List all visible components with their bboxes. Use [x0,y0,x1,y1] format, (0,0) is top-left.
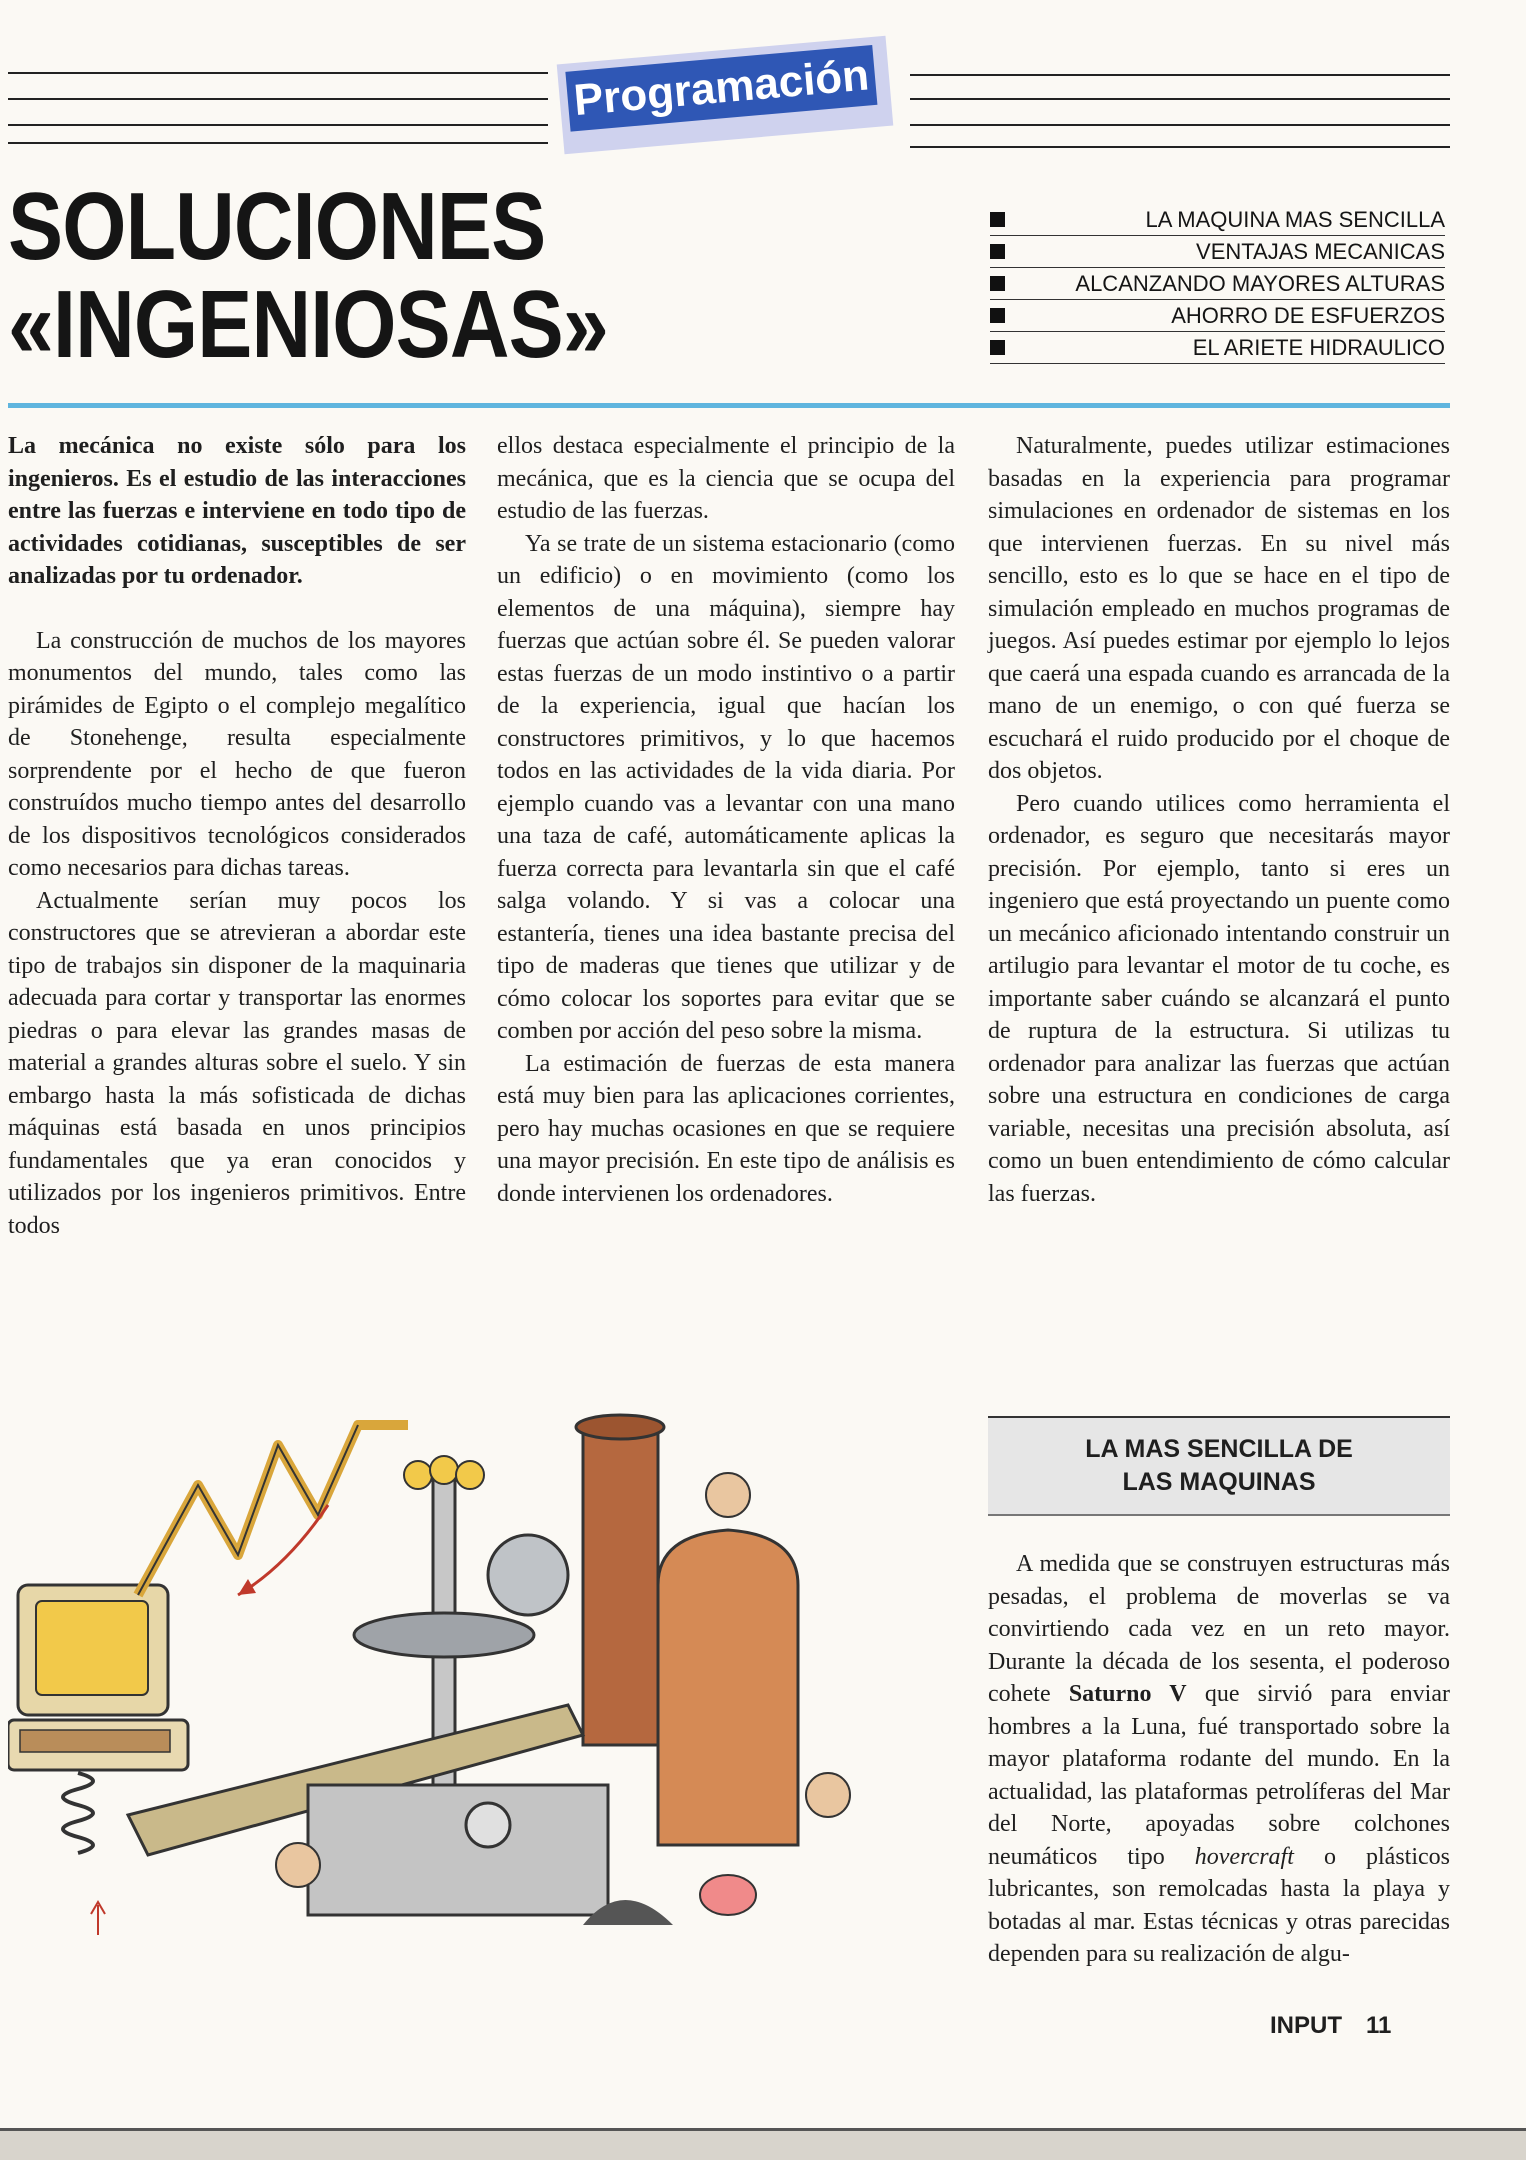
body-paragraph: Ya se trate de un sistema estacionario (como un edificio) o en movimiento (como los elementos de una máquina), siempre hay fuerzas que actúan sobre él. Se pueden valorar estas fuerzas de un modo instintivo o a partir de la experiencia, igual que hacían los constructores primitivos, y lo que hacemos todos en las actividades de la vida diaria. Por ejemplo cuando vas a levantar con una mano una taza de café, automáticamente aplicas la fuerza correcta para levantarla sin que el café salga volando. Y si vas a colocar una estantería, tienes una idea bastante precisa del tipo de maderas que tienes que utilizar y de cómo colocar los soportes para evitar que se comben por acción del peso sobre la misma. [497,530,955,1044]
gear-icon [488,1535,568,1615]
section-label: Programación [565,45,877,132]
bullet-icon [990,276,1005,291]
chimney-icon [583,1425,658,1745]
header-rule [910,124,1450,126]
arrow-icon [91,1902,105,1935]
person-icon [276,1843,320,1887]
section-tag [557,36,894,154]
article-column-3 [988,430,1450,1210]
headline-line1: SOLUCIONES [8,173,546,280]
headline-line2: «INGENIOSAS» [8,271,608,378]
header-rule [8,142,548,144]
computer-icon [8,1585,188,1770]
page-edge [0,2128,1526,2160]
boiler-icon [658,1530,798,1845]
machine-illustration [8,1405,963,1965]
topic-item: VENTAJAS MECANICAS [990,236,1445,268]
spring-icon [63,1773,93,1853]
header-rule [8,124,548,126]
bullet-icon [990,308,1005,323]
header-rule [910,74,1450,76]
person-icon [806,1773,850,1817]
sidebar-title: LA MAS SENCILLA DE LAS MAQUINAS [1085,1435,1353,1496]
article-column-2 [497,430,955,1210]
header-rule [8,98,548,100]
sidebar-text [988,1548,1450,1971]
gear-icon [466,1803,510,1847]
page-title [8,173,608,378]
divider-rule [8,403,1450,408]
topic-item: LA MAQUINA MAS SENCILLA [990,204,1445,236]
body-paragraph: ellos destaca especialmente el principio de la mecánica, que es la ciencia que se ocupa del estudio de las fuerzas. [497,433,955,524]
header-rule [8,72,548,74]
topic-item: EL ARIETE HIDRAULICO [990,332,1445,364]
person-icon [706,1473,750,1517]
bold-term: Saturno V [1068,1681,1187,1707]
bullet-icon [990,212,1005,227]
bullet-icon [990,340,1005,355]
topic-item: AHORRO DE ESFUERZOS [990,300,1445,332]
body-paragraph: Actualmente serían muy pocos los constructores que se atrevieran a abordar este tipo de trabajos sin disponer de la maquinaria adecuada para cortar y transportar las enormes piedras o para elevar las grandes masas de material a grandes alturas sobre el suelo. Y sin embargo hasta la más sofisticada de dichas máquinas está basada en unos principios fundamentales que ya eran conocidos y utilizados por los ingenieros primitivos. Entre todos [8,887,466,1239]
header-rule [910,146,1450,148]
page-number: 11 [1366,2012,1392,2039]
gear-icon [354,1613,534,1657]
topic-item: ALCANZANDO MAYORES ALTURAS [990,268,1445,300]
body-paragraph: La estimación de fuerzas de esta manera está muy bien para las aplicaciones corrientes, pero hay muchas ocasiones en que se requiere una mayor precisión. En este tipo de análisis es donde intervienen los ordenadores. [497,1050,955,1207]
article-column-1 [8,430,466,1242]
lead-paragraph: La mecánica no existe sólo para los ingenieros. Es el estudio de las interacciones entre las fuerzas e interviene en todo tipo de actividades cotidianas, susceptibles de ser analizadas por tu ordenador. [8,433,466,589]
body-paragraph: La construcción de muchos de los mayores monumentos del mundo, tales como las pirámides de Egipto o el complejo megalítico de Stonehenge, resulta especialmente sorprendente por el hecho de que fueron construídos mucho tiempo antes del desarrollo de los dispositivos tecnológicos considerados como necesarios para dichas tareas. [8,627,466,881]
body-paragraph: Naturalmente, puedes utilizar estimaciones basadas en la experiencia para programar simulaciones en ordenador de sistemas en los que intervienen fuerzas. En su nivel más sencillo, esto es lo que se hace en el tipo de simulación empleado en muchos programas de juegos. Así puedes estimar por ejemplo lo lejos que caerá una espada cuando es arrancada de la mano de un enemigo, o con qué fuerza se escuchará el ruido producido por el choque de dos objetos. [988,433,1450,784]
body-paragraph: A medida que se construyen estructuras más pesadas, el problema de moverlas se va convirtiendo cada vez en un reto mayor. Durante la década de los sesenta, el poderoso cohete Saturno V que sirvió para enviar hombres a la Luna, fué transportado sobre la mayor plataforma rodante del mundo. En la actualidad, las plataformas petrolíferas del Mar del Norte, apoyadas sobre colchones neumáticos tipo hovercraft o plásticos lubricantes, son remolcadas hasta la playa y botadas al mar. Estas técnicas y otras parecidas dependen para su realización de algu- [988,1551,1450,1967]
topic-list [990,204,1445,364]
italic-term: hovercraft [1194,1843,1294,1870]
sidebar-heading [988,1418,1450,1516]
header-rule [910,98,1450,100]
bullet-icon [990,244,1005,259]
fire-icon [700,1875,756,1915]
magazine-name: INPUT [1270,2012,1342,2039]
page-edge-line [0,2128,1526,2131]
page-footer [1270,2012,1415,2040]
body-paragraph: Pero cuando utilices como herramienta el ordenador, es seguro que necesitarás mayor precisión. Por ejemplo, tanto si eres un ingeniero que está proyectando un puente como un mecánico aficionado intentando construir un artilugio para levantar el motor de tu coche, es importante saber cuándo se alcanzará el punto de ruptura de la estructura. Si utilizas tu ordenador para analizar las fuerzas que actúan sobre una estructura en condiciones de carga variable, necesitas una precisión absoluta, así como un buen entendimiento de cómo calcular las fuerzas. [988,790,1450,1207]
